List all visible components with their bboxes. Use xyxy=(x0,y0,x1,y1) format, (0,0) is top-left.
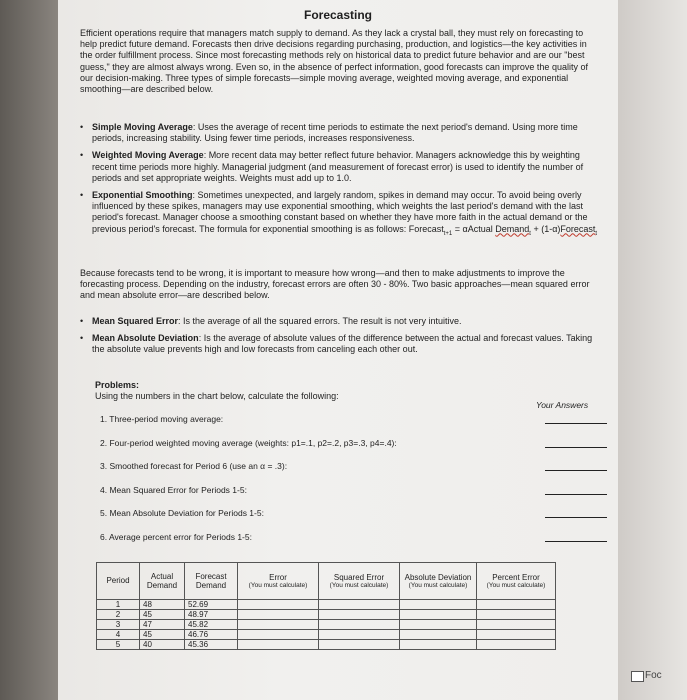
problems-subheading: Using the numbers in the chart below, calculate the following: xyxy=(95,391,339,401)
cell-percent-error[interactable] xyxy=(477,610,556,620)
error-desc: : Is the average of absolute values of the difference between the actual and forecast values. Taking the absolute value prevents high and low forecasts from canceling each other out. xyxy=(92,333,593,355)
formula-part: + (1-α) xyxy=(530,223,561,234)
formula-subscript: t xyxy=(529,230,531,237)
answer-line[interactable] xyxy=(545,493,607,495)
cell-error[interactable] xyxy=(238,610,319,620)
cell-error[interactable] xyxy=(238,620,319,630)
table-header-row xyxy=(97,563,556,600)
table-row xyxy=(97,640,556,650)
col-header-absolute-deviation: Absolute Deviation (You must calculate) xyxy=(400,563,477,600)
page-title: Forecasting xyxy=(303,8,372,22)
intro-paragraph: Efficient operations require that managers match supply to demand. As they lack a crystal ball, they must rely on forecasting to help predict future demand. Forecasts then drive decisions regarding purchasing, production, and logistics—the key activities in the order fulfillment process. Since most forecasting methods rely on historical data to predict future behavior and are our "best guess," they are almost always wrong. Even so, in the absence of perfect information, good forecasts can improve the quality of our decision-making. Three types of simple forecasts—simple moving average, weighted moving average, and exponential smoothing—are described below. xyxy=(80,28,588,95)
question-item xyxy=(100,438,600,462)
cell-squared-error[interactable] xyxy=(319,630,400,640)
list-item xyxy=(80,190,600,240)
method-term: Exponential Smoothing xyxy=(92,190,193,201)
demand-table xyxy=(96,562,556,650)
error-desc: : Is the average of all the squared errors. The result is not very intuitive. xyxy=(178,316,462,326)
question-item xyxy=(100,508,600,532)
cell-actual: 40 xyxy=(140,640,185,650)
cell-actual: 48 xyxy=(140,600,185,610)
cell-absolute-deviation[interactable] xyxy=(400,610,477,620)
table-row xyxy=(97,630,556,640)
answer-line[interactable] xyxy=(545,446,607,448)
cell-error[interactable] xyxy=(238,600,319,610)
method-desc: : Sometimes unexpected, and largely random, spikes in demand may occur. To avoid being overly influenced by these spikes, managers may use exponential smoothing, which weights the last period's demand with the last period's forecast. Manager choose a smoothing constant based on whether they have more faith in the actual demand or the previous period's forecast. The formula for exponential smoothing is as follows: Forecast xyxy=(92,190,588,234)
problems-section xyxy=(95,380,339,402)
method-term: Weighted Moving Average xyxy=(92,150,204,161)
cell-squared-error[interactable] xyxy=(319,600,400,610)
answer-line[interactable] xyxy=(545,469,607,471)
forecast-methods-list xyxy=(80,122,600,246)
question-text: 4. Mean Squared Error for Periods 1-5: xyxy=(100,484,247,495)
question-item xyxy=(100,532,600,556)
col-header-error: Error (You must calculate) xyxy=(238,563,319,600)
cell-actual: 45 xyxy=(140,610,185,620)
cell-percent-error[interactable] xyxy=(477,640,556,650)
document-icon[interactable] xyxy=(631,671,644,682)
cell-absolute-deviation[interactable] xyxy=(400,620,477,630)
cell-error[interactable] xyxy=(238,630,319,640)
cell-absolute-deviation[interactable] xyxy=(400,600,477,610)
your-answers-label: Your Answers xyxy=(536,400,589,410)
col-header-period: Period xyxy=(97,563,140,600)
question-item xyxy=(100,461,600,485)
table-row xyxy=(97,610,556,620)
error-term: Mean Absolute Deviation xyxy=(92,333,199,344)
question-item xyxy=(100,414,600,438)
question-text: 1. Three-period moving average: xyxy=(100,414,224,424)
background-left xyxy=(0,0,58,700)
table-row xyxy=(97,600,556,610)
error-measures-list xyxy=(80,316,600,362)
col-header-actual: Actual Demand xyxy=(140,563,185,600)
error-term: Mean Squared Error xyxy=(92,316,179,326)
questions-list xyxy=(100,414,600,555)
cell-period: 4 xyxy=(97,630,140,640)
cell-period: 2 xyxy=(97,610,140,620)
cell-forecast: 46.76 xyxy=(185,630,238,640)
list-item xyxy=(80,333,600,355)
error-paragraph: Because forecasts tend to be wrong, it is important to measure how wrong—and then to make adjustments to improve the forecasting process. Depending on the industry, forecast errors are often 30 - 80%. Two basic approaches—mean squared error and mean absolute error—are described below. xyxy=(80,268,590,301)
cell-error[interactable] xyxy=(238,640,319,650)
cell-period: 3 xyxy=(97,620,140,630)
corner-tab-label[interactable]: Foc xyxy=(645,670,662,681)
answer-line[interactable] xyxy=(545,540,607,542)
cell-actual: 47 xyxy=(140,620,185,630)
answer-line[interactable] xyxy=(545,516,607,518)
question-text: 2. Four-period weighted moving average (weights: p1=.1, p2=.2, p3=.3, p4=.4): xyxy=(100,437,397,448)
method-desc: : More recent data may better reflect future behavior. Managers acknowledge this by weighting recent time periods more highly. Managerial judgment (and measurement of forecast error) is used to identify the number of periods and set appropriate weights. Weights must add up to 1.0. xyxy=(92,150,584,183)
answer-line[interactable] xyxy=(545,422,607,424)
background-right xyxy=(618,0,687,700)
cell-percent-error[interactable] xyxy=(477,620,556,630)
formula-subscript: t+1 xyxy=(443,230,453,237)
list-item xyxy=(80,122,600,144)
cell-percent-error[interactable] xyxy=(477,600,556,610)
question-text: 3. Smoothed forecast for Period 6 (use an α = .3): xyxy=(100,461,288,471)
cell-actual: 45 xyxy=(140,630,185,640)
cell-period: 1 xyxy=(97,600,140,610)
cell-forecast: 48.97 xyxy=(185,610,238,620)
method-term: Simple Moving Average xyxy=(92,122,193,132)
cell-period: 5 xyxy=(97,640,140,650)
list-item xyxy=(80,150,600,184)
formula-part: = αActual xyxy=(452,223,496,234)
formula-demand: Demand xyxy=(495,223,530,234)
worksheet-page xyxy=(58,0,618,700)
cell-forecast: 52.69 xyxy=(185,600,238,610)
formula-forecast: Forecast xyxy=(560,223,596,234)
table-row xyxy=(97,620,556,630)
col-header-percent-error: Percent Error (You must calculate) xyxy=(477,563,556,600)
question-text: 6. Average percent error for Periods 1-5: xyxy=(100,531,252,542)
question-item xyxy=(100,485,600,509)
list-item xyxy=(80,316,600,327)
cell-squared-error[interactable] xyxy=(319,620,400,630)
method-desc: : Uses the average of recent time periods to estimate the next period's demand. Using more time periods, increasing stability. Using fewer time periods, increases responsiveness. xyxy=(92,122,578,144)
cell-absolute-deviation[interactable] xyxy=(400,630,477,640)
question-text: 5. Mean Absolute Deviation for Periods 1-5: xyxy=(100,508,264,518)
problems-heading: Problems: xyxy=(95,380,140,390)
formula-subscript: t xyxy=(595,230,598,237)
cell-absolute-deviation[interactable] xyxy=(400,640,477,650)
col-header-squared-error: Squared Error (You must calculate) xyxy=(319,563,400,600)
col-header-forecast: Forecast Demand xyxy=(185,563,238,600)
cell-squared-error[interactable] xyxy=(319,610,400,620)
cell-squared-error[interactable] xyxy=(319,640,400,650)
cell-forecast: 45.82 xyxy=(185,620,238,630)
cell-forecast: 45.36 xyxy=(185,640,238,650)
cell-percent-error[interactable] xyxy=(477,630,556,640)
